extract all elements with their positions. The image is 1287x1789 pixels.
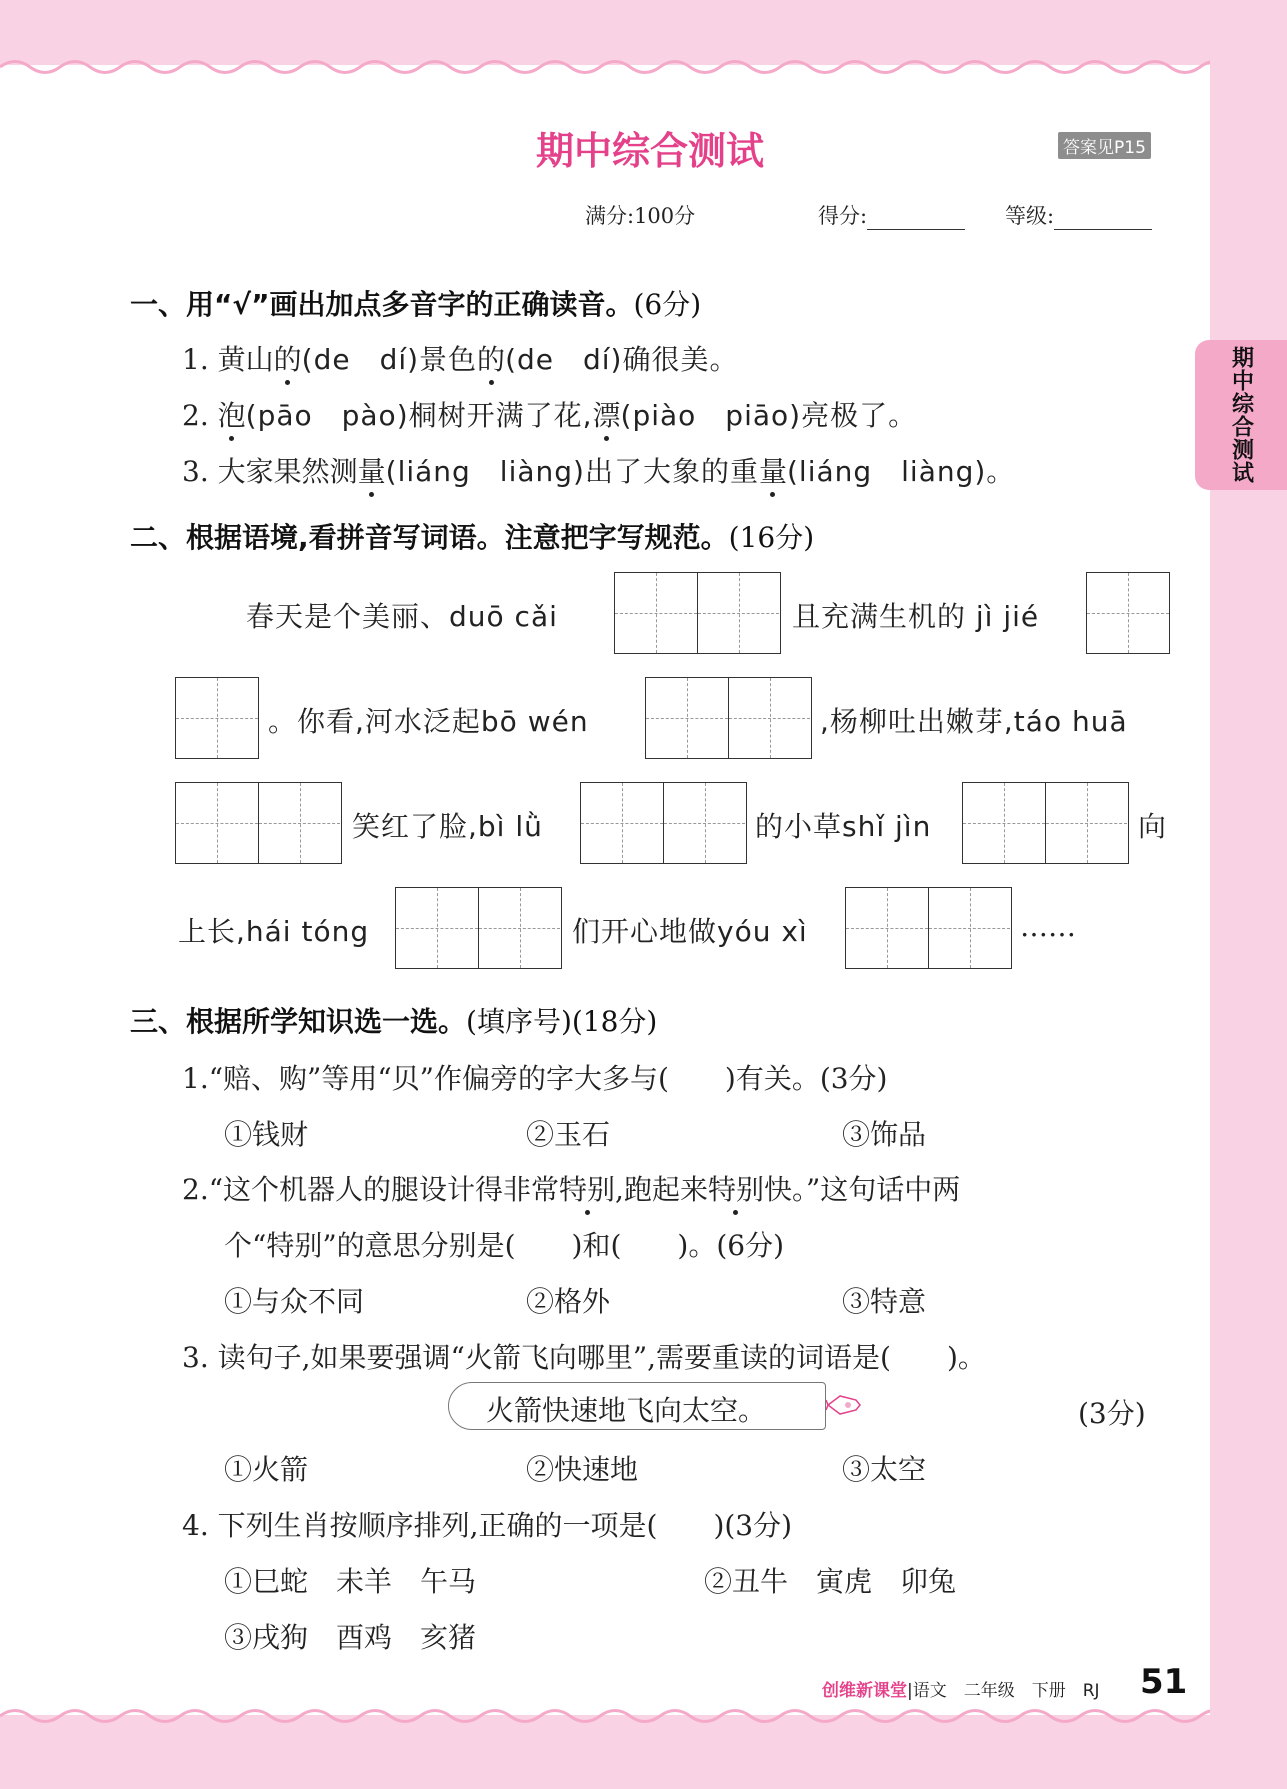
answer-reference-badge: 答案见P15 — [1058, 132, 1151, 159]
s1q2-number: 2. — [182, 399, 218, 432]
page-number: 51 — [1140, 1662, 1188, 1702]
s2-text-10: …… — [1020, 910, 1076, 943]
s3q4-option-3[interactable]: ③戌狗 酉鸡 亥猪 — [224, 1621, 477, 1654]
s3-question-2-line-2: 个“特别”的意思分别是( )和( )。(6分) — [224, 1229, 784, 1262]
s3-question-3: 3. 读句子,如果要强调“火箭飞向哪里”,需要重读的词语是( )。 — [182, 1341, 986, 1374]
side-tab-label: 期中综合测试 — [1228, 346, 1254, 484]
writing-box-youxi[interactable] — [845, 887, 1012, 969]
s3q2-dotted-word-1: 特别 — [559, 1173, 616, 1206]
footer-brand: 创维新课堂 — [822, 1681, 907, 1701]
section-2-points: (16分) — [728, 521, 815, 554]
section-2-heading — [130, 516, 814, 556]
s3q4-option-1[interactable]: ①巳蛇 未羊 午马 — [224, 1565, 477, 1598]
score-field — [818, 200, 965, 230]
s2-text-4: ,杨柳吐出嫩芽,táo huā — [820, 705, 1128, 738]
s1q2-text-b: (pāo pào)桐树开满了花, — [245, 399, 593, 432]
writing-box-bowen[interactable] — [645, 677, 812, 759]
s2-text-3: 。你看,河水泛起bō wén — [268, 705, 589, 738]
full-score-label: 满分:100分 — [585, 204, 696, 228]
s3q3-option-3[interactable]: ③太空 — [842, 1453, 927, 1486]
page-title: 期中综合测试 — [535, 129, 764, 173]
s3q3-sentence: 火箭快速地飞向太空。 — [486, 1394, 767, 1427]
s3q2-text-a: 2.“这个机器人的腿设计得非常 — [182, 1173, 560, 1206]
s1q2-text-c: (piào piāo)亮极了。 — [620, 399, 918, 432]
s3q1-option-1[interactable]: ①钱财 — [224, 1118, 309, 1151]
score-blank[interactable] — [867, 209, 965, 230]
section-1-points: (6分) — [633, 288, 702, 321]
s1-question-2 — [182, 394, 917, 434]
s1q1-dotted-char-1: 的 — [273, 343, 302, 376]
writing-box-haitong[interactable] — [395, 887, 562, 969]
grade-blank[interactable] — [1054, 209, 1152, 230]
s1q3-dotted-char-1: 量 — [357, 455, 386, 488]
section-1-title: 一、用“√”画出加点多音字的正确读音。 — [130, 288, 634, 321]
s2-text-5: 笑红了脸,bì lǜ — [352, 810, 543, 843]
s2-text-9: 们开心地做yóu xì — [572, 915, 808, 948]
s1q1-text-b: (de dí)景色 — [301, 343, 478, 376]
writing-box-taohua[interactable] — [175, 782, 342, 864]
s1q3-text-b: (liáng liàng)出了大象的重 — [385, 455, 759, 488]
section-2-title: 二、根据语境,看拼音写词语。注意把字写规范。 — [130, 521, 729, 554]
writing-box-jijie[interactable] — [1086, 572, 1170, 654]
s2-text-1: 春天是个美丽、duō cǎi — [246, 600, 558, 633]
s3-question-2-line-1 — [182, 1168, 960, 1208]
s3-question-4: 4. 下列生肖按顺序排列,正确的一项是( )(3分) — [182, 1509, 793, 1542]
s1-question-3 — [182, 450, 1015, 490]
writing-box-jijie-cont[interactable] — [175, 677, 259, 759]
s3q3-option-1[interactable]: ①火箭 — [224, 1453, 309, 1486]
s3q3-option-2[interactable]: ②快速地 — [526, 1453, 639, 1486]
s1q2-dotted-char-1: 泡 — [217, 399, 246, 432]
s3q2-option-2[interactable]: ②格外 — [526, 1285, 611, 1318]
s1q1-text-c: (de dí)确很美。 — [505, 343, 739, 376]
s3q1-option-3[interactable]: ③饰品 — [842, 1118, 927, 1151]
writing-box-bilu[interactable] — [580, 782, 747, 864]
writing-box-duocai[interactable] — [614, 572, 781, 654]
s1q1-text-a: 1. 黄山 — [182, 343, 274, 376]
s3q2-option-1[interactable]: ①与众不同 — [224, 1285, 365, 1318]
s3q2-text-c: 快。”这句话中两 — [763, 1173, 961, 1206]
footer-info — [822, 1676, 1100, 1701]
s3q4-option-2[interactable]: ②丑牛 寅虎 卯兔 — [704, 1565, 957, 1598]
s1q3-dotted-char-2: 量 — [758, 455, 787, 488]
top-wave-border — [0, 56, 1210, 78]
writing-box-shijin[interactable] — [962, 782, 1129, 864]
s2-text-6: 的小草shǐ jìn — [755, 810, 932, 843]
side-tab — [1195, 340, 1287, 490]
footer-book-info: |语文 二年级 下册 RJ — [907, 1681, 1100, 1701]
section-3-points: (填序号)(18分) — [466, 1005, 658, 1038]
s1-question-1 — [182, 338, 738, 378]
s1q1-dotted-char-2: 的 — [477, 343, 506, 376]
s1q3-text-c: (liáng liàng)。 — [786, 455, 1016, 488]
s1q3-text-a: 3. 大家果然测 — [182, 455, 358, 488]
s2-text-8: 上长,hái tóng — [178, 915, 370, 948]
s3-question-1: 1.“赔、购”等用“贝”作偏旁的字大多与( )有关。(3分) — [182, 1062, 888, 1095]
s3q2-option-3[interactable]: ③特意 — [842, 1285, 927, 1318]
s3q2-text-b: ,跑起来 — [615, 1173, 708, 1206]
score-label: 得分: — [818, 204, 868, 228]
s3q1-option-2[interactable]: ②玉石 — [526, 1118, 611, 1151]
s2-text-7: 向 — [1138, 810, 1167, 843]
s1q2-dotted-char-2: 漂 — [592, 399, 621, 432]
s3q3-points: (3分) — [1078, 1397, 1146, 1430]
section-1-heading — [130, 283, 701, 323]
grade-field — [1005, 200, 1152, 230]
s2-text-2: 且充满生机的 jì jié — [792, 600, 1040, 633]
section-3-heading — [130, 1000, 657, 1040]
section-3-title: 三、根据所学知识选一选。 — [130, 1005, 467, 1038]
s3q2-dotted-word-2: 特别 — [707, 1173, 764, 1206]
rocket-icon — [826, 1388, 862, 1422]
bottom-wave-border — [0, 1705, 1210, 1727]
grade-label: 等级: — [1005, 204, 1055, 228]
